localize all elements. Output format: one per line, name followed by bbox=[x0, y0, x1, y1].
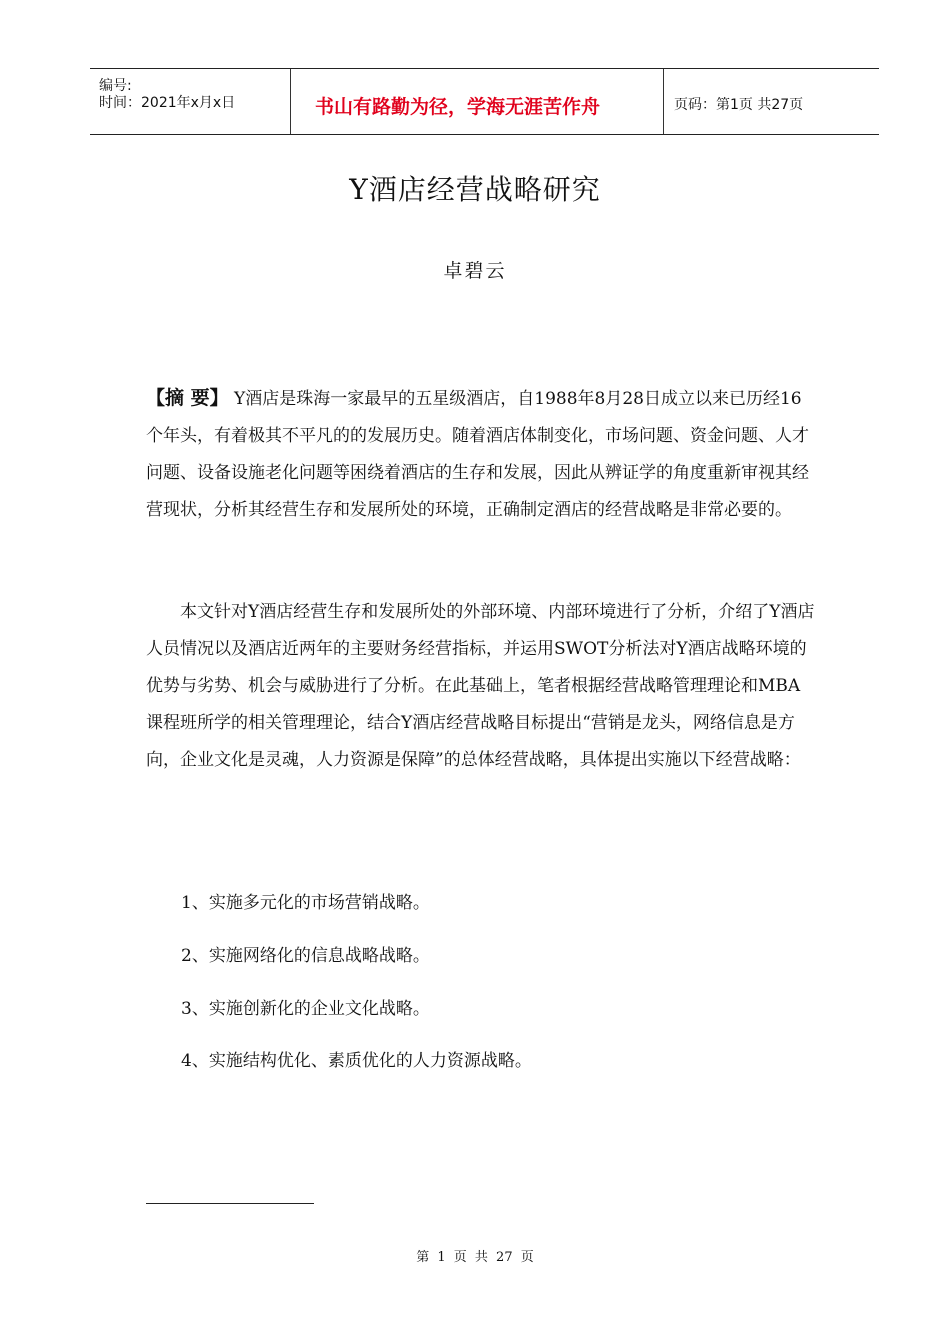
header-page-info: 页码：第1页 共27页 bbox=[674, 97, 804, 113]
header-motto-cell bbox=[290, 69, 664, 134]
serial-label: 编号: bbox=[99, 78, 132, 94]
strategy-item-2: 2、实施网络化的信息战略战略。 bbox=[181, 946, 430, 966]
time-label: 时间：2021年x月x日 bbox=[99, 95, 236, 111]
strategy-item-3: 3、实施创新化的企业文化战略。 bbox=[181, 999, 430, 1019]
header-meta bbox=[90, 69, 290, 134]
abstract-text: Y酒店是珠海一家最早的五星级酒店，自1988年8月28日成立以来已历经16个年头，有着极其不平凡的的发展历史。随着酒店体制变化，市场问题、资金问题、人才问题、设备设施老化问题等困绕着酒店的生存和发展，因此从辨证学的角度重新审视其经营现状，分析其经营生存和发展所处的环境，正确制定酒店的经营战略是非常必要的。 bbox=[146, 389, 809, 520]
abstract-label: 【摘 要】 bbox=[146, 387, 229, 409]
header-motto: 书山有路勤为径，学海无涯苦作舟 bbox=[315, 96, 601, 118]
strategy-item-4: 4、实施结构优化、素质优化的人力资源战略。 bbox=[181, 1051, 532, 1071]
header-page-cell bbox=[664, 69, 879, 134]
document-title: Y酒店经营战略研究 bbox=[349, 173, 601, 206]
page-footer: 第 1 页 共 27 页 bbox=[416, 1250, 534, 1265]
document-author: 卓碧云 bbox=[443, 260, 507, 282]
body-paragraph: 本文针对Y酒店经营生存和发展所处的外部环境、内部环境进行了分析，介绍了Y酒店人员情况以及酒店近两年的主要财务经营指标，并运用SWOT分析法对Y酒店战略环境的优势与劣势、机会与威胁进行了分析。在此基础上，笔者根据经营战略管理理论和MBA课程班所学的相关管理理论，结合Y酒店经营战略目标提出“营销是龙头，网络信息是方向，企业文化是灵魂，人力资源是保障”的总体经营战略，具体提出实施以下经营战略： bbox=[146, 602, 815, 770]
abstract-paragraph bbox=[146, 380, 816, 529]
footnote-divider bbox=[146, 1203, 314, 1204]
strategy-item-1: 1、实施多元化的市场营销战略。 bbox=[181, 893, 430, 913]
page-header bbox=[90, 68, 879, 135]
